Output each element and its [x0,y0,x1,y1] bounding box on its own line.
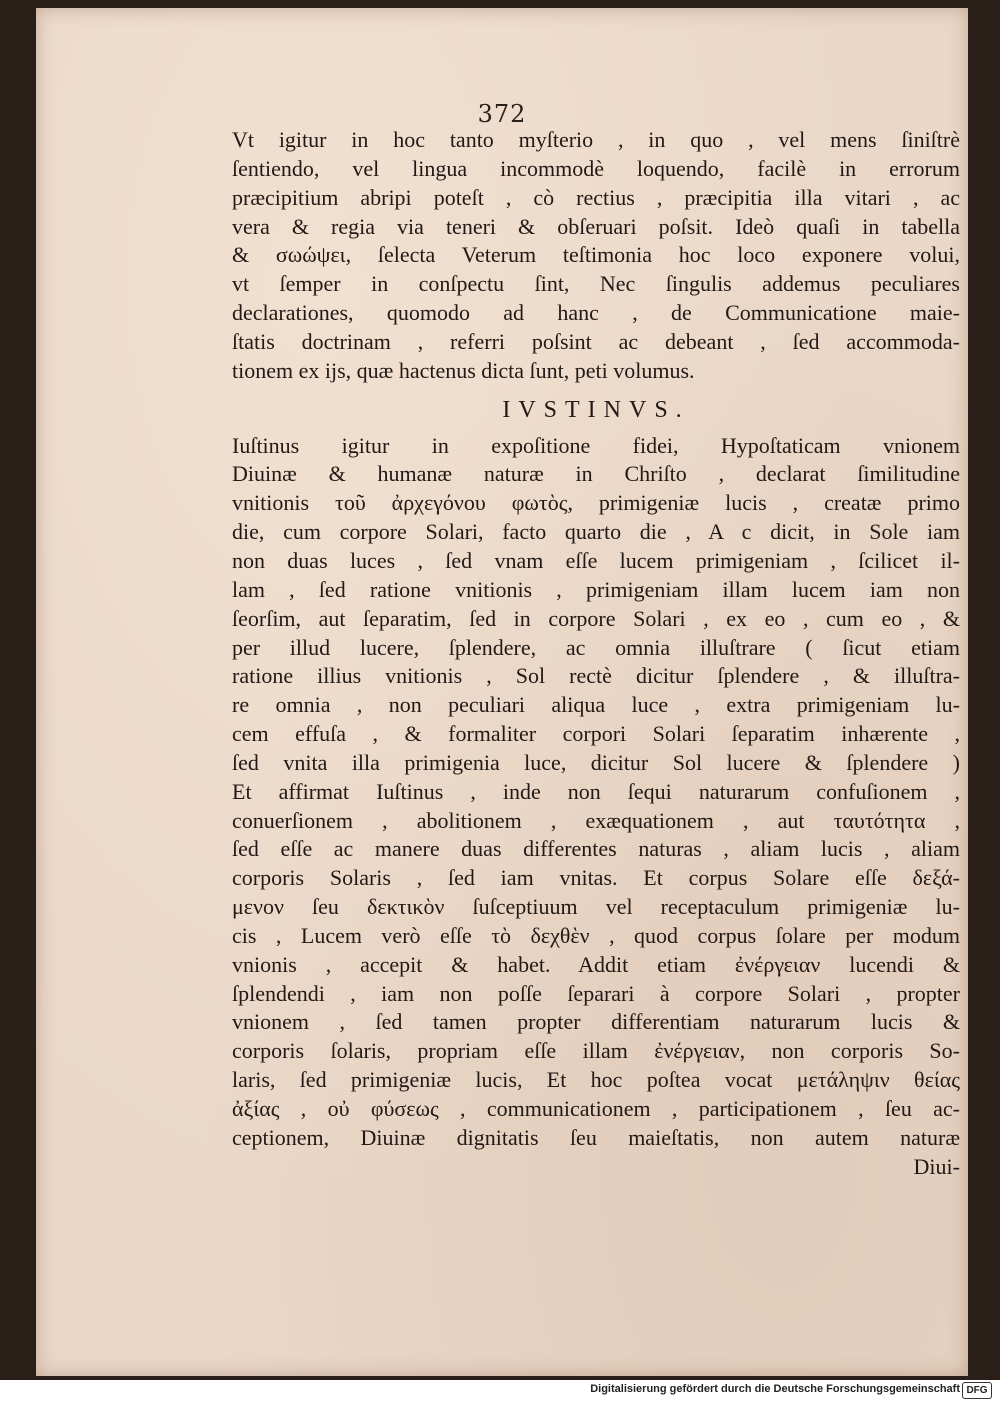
text-line: declarationes, quomodo ad hanc , de Communicatione maie- [232,300,960,326]
text-line: die, cum corpore Solari, facto quarto die , A c dicit, in Sole iam [232,519,960,545]
text-line: vnitionis τοῦ ἀρχεγόνου φωτὸς, primigeniæ lucis , creatæ primo [232,490,960,516]
dfg-logo: DFG [962,1382,992,1399]
text-line: vera & regia via teneri & obſeruari poſsit. Ideò quaſi in tabella [232,213,960,239]
text-line: Iuſtinus igitur in expoſitione fidei, Hypoſtaticam vnionem [232,432,960,458]
text-line: vt ſemper in conſpectu ſint, Nec ſingulis addemus peculiares [232,271,960,297]
text-line: corporis Solaris , ſed iam vnitas. Et corpus Solare eſſe δεξά- [232,865,960,891]
text-line: Et affirmat Iuſtinus , inde non ſequi naturarum confuſionem , [232,778,960,804]
text-line: tionem ex ijs, quæ hactenus dicta ſunt, peti volumus. [232,357,695,383]
text-line: lam , ſed ratione vnitionis , primigeniam illam lucem iam non [232,576,960,602]
text-line: ſeorſim, aut ſeparatim, ſed in corpore Solari , ex eo , cum eo , & [232,605,960,631]
text-line: ratione illius vnitionis , Sol rectè dicitur ſplendere , & illuſtra- [232,663,960,689]
text-line: per illud lucere, ſplendere, ac omnia illuſtrare ( ſicut etiam [232,634,960,660]
text-line: præcipitium abripi poteſt , cò rectius , præcipitia illa vitari , ac [232,184,960,210]
book-page [36,8,968,1376]
text-line: ceptionem, Diuinæ dignitatis ſeu maieſtatis, non autem naturæ [232,1124,960,1150]
text-line: ſed eſſe ac manere duas differentes naturas , aliam lucis , aliam [232,836,960,862]
funding-credit: Digitalisierung gefördert durch die Deutsche Forschungsgemeinschaft [590,1383,960,1395]
text-line: ἀξίας , οὐ φύσεως , communicationem , participationem , ſeu ac- [232,1096,960,1121]
text-line: cis , Lucem verò eſſe τὸ δεχθὲν , quod corpus ſolare per modum [232,922,960,948]
page-number: 372 [477,100,527,128]
text-line: laris, ſed primigeniæ lucis, Et hoc poſtea vocat μετάληψιν θείας [232,1067,960,1093]
text-line: vnionis , accepit & habet. Addit etiam ἐνέργειαν lucendi & [232,951,960,977]
text-line: Diuinæ & humanæ naturæ in Chriſto , declarat ſimilitudine [232,461,960,487]
text-line: conuerſionem , abolitionem , exæquationem , aut ταυτότητα , [232,807,960,833]
page-body [232,126,960,1182]
text-line: ſed vnita illa primigenia luce, dicitur Sol lucere & ſplendere ) [232,749,960,775]
paragraph-iustinus [232,432,960,1182]
catchword: Diui- [913,1153,960,1179]
paragraph-intro [232,126,960,386]
section-heading: IVSTINVS. [502,396,690,423]
text-line: re omnia , non peculiari aliqua luce , extra primigeniam lu- [232,692,960,718]
text-line: non duas luces , ſed vnam eſſe lucem primigeniam , ſcilicet il- [232,547,960,573]
text-line: corporis ſolaris, propriam eſſe illam ἐνέργειαν, non corporis So- [232,1038,960,1064]
text-line: ſentiendo, vel lingua incommodè loquendo, facilè in errorum [232,155,960,181]
text-line: Vt igitur in hoc tanto myſterio , in quo , vel mens ſiniſtrè [232,127,960,152]
text-line: ſtatis doctrinam , referri poſsint ac debeant , ſed accommoda- [232,328,960,354]
text-line: μενον ſeu δεκτικὸν ſuſceptiuum vel receptaculum primigeniæ lu- [232,894,960,920]
text-line: vnionem , ſed tamen propter differentiam naturarum lucis & [232,1009,960,1035]
text-line: ſplendendi , iam non poſſe ſeparari à corpore Solari , propter [232,980,960,1006]
footer-bar [0,1380,1000,1401]
text-line: & σωώψει, ſelecta Veterum teſtimonia hoc loco exponere volui, [232,242,960,268]
text-line: cem effuſa , & formaliter corpori Solari ſeparatim inhærente , [232,721,960,747]
